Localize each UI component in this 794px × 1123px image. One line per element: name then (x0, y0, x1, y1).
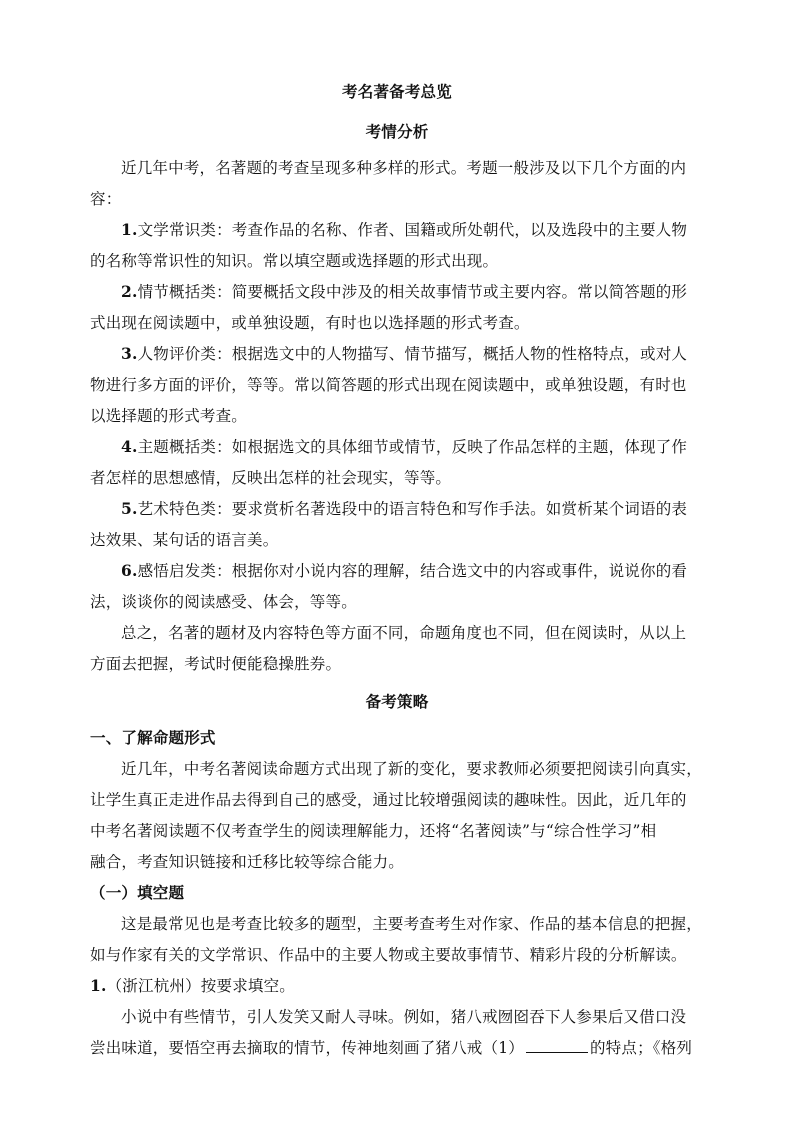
list-item-number: 4. (121, 437, 138, 456)
section-heading-strategy: 备考策略 (365, 692, 429, 711)
list-item (90, 282, 710, 302)
section-heading-analysis: 考情分析 (365, 122, 429, 141)
list-item (90, 437, 710, 457)
list-item-text: 以选择题的形式考查。 (90, 407, 248, 425)
paragraph-line: 如与作家有关的文学常识、作品中的主要人物或主要故事情节、精彩片段的分析解读。 (90, 946, 687, 964)
list-item-text: 者怎样的思想感情，反映出怎样的社会现实，等等。 (90, 469, 452, 487)
list-item-text: 艺术特色类：要求赏析名著选段中的语言特色和写作手法。如赏析某个词语的表 (137, 500, 688, 518)
paragraph-line: 近几年，中考名著阅读命题方式出现了新的变化，要求教师必须要把阅读引向真实， (121, 760, 702, 778)
subheading-fill-blank: （一）填空题 (90, 883, 185, 902)
summary-paragraph-line: 总之，名著的题材及内容特色等方面不同，命题角度也不同，但在阅读时，从以上 (121, 624, 687, 642)
question-paragraph-line (90, 1038, 710, 1058)
list-item-number: 2. (121, 282, 138, 301)
intro-paragraph-line: 近几年中考，名著题的考查呈现多种多样的形式。考题一般涉及以下几个方面的内 (121, 159, 687, 177)
question-paragraph-line: 小说中有些情节，引人发笑又耐人寻味。例如，猪八戒囫囵吞下人参果后又借口没 (121, 1008, 687, 1026)
paragraph-line: 让学生真正走进作品去得到自己的感受，通过比较增强阅读的趣味性。因此，近几年的 (90, 791, 687, 809)
question-text: （浙江杭州）按要求填空。 (106, 977, 295, 995)
question-text-before-blank: 尝出味道，要悟空再去摘取的情节，传神地刻画了猪八戒（1） (90, 1039, 524, 1057)
list-item-text: 感悟启发类：根据你对小说内容的理解，结合选文中的内容或事件，说说你的看 (137, 562, 688, 580)
paragraph-line: 中考名著阅读题不仅考查学生的阅读理解能力，还将“名著阅读”与“综合性学习”相 (90, 822, 657, 840)
list-item-number: 3. (121, 344, 138, 363)
list-item-number: 5. (121, 499, 138, 518)
subheading-question-forms: 一、了解命题形式 (90, 728, 216, 747)
list-item-text: 的名称等常识性的知识。常以填空题或选择题的形式出现。 (90, 252, 499, 270)
list-item-text: 法，谈谈你的阅读感受、体会，等等。 (90, 593, 357, 611)
list-item-text: 情节概括类：简要概括文段中涉及的相关故事情节或主要内容。常以简答题的形 (137, 283, 688, 301)
list-item-text: 物进行多方面的评价，等等。常以简答题的形式出现在阅读题中，或单独设题，有时也 (90, 376, 687, 394)
answer-blank[interactable] (526, 1038, 588, 1053)
document-title: 考名著备考总览 (342, 82, 452, 101)
question-number: 1. (90, 976, 107, 995)
list-item-text: 文学常识类：考查作品的名称、作者、国籍或所处朝代，以及选段中的主要人物 (137, 221, 688, 239)
list-item-text: 式出现在阅读题中，或单独设题，有时也以选择题的形式考查。 (90, 314, 530, 332)
list-item (90, 220, 710, 240)
question-heading (90, 976, 710, 996)
list-item-number: 1. (121, 220, 138, 239)
list-item-text: 主题概括类：如根据选文的具体细节或情节，反映了作品怎样的主题，体现了作 (137, 438, 688, 456)
list-item-text: 人物评价类：根据选文中的人物描写、情节描写，概括人物的性格特点，或对人 (137, 345, 688, 363)
paragraph-line: 融合，考查知识链接和迁移比较等综合能力。 (90, 853, 405, 871)
question-text-after-blank: 的特点；《格列 (589, 1039, 693, 1057)
list-item (90, 561, 710, 581)
paragraph-line: 这是最常见也是考查比较多的题型，主要考查考生对作家、作品的基本信息的把握， (121, 915, 702, 933)
list-item-text: 达效果、某句话的语言美。 (90, 531, 279, 549)
summary-paragraph-line: 方面去把握，考试时便能稳操胜券。 (90, 655, 342, 673)
list-item-number: 6. (121, 561, 138, 580)
list-item (90, 499, 710, 519)
intro-paragraph-line: 容： (90, 190, 122, 208)
list-item (90, 344, 710, 364)
